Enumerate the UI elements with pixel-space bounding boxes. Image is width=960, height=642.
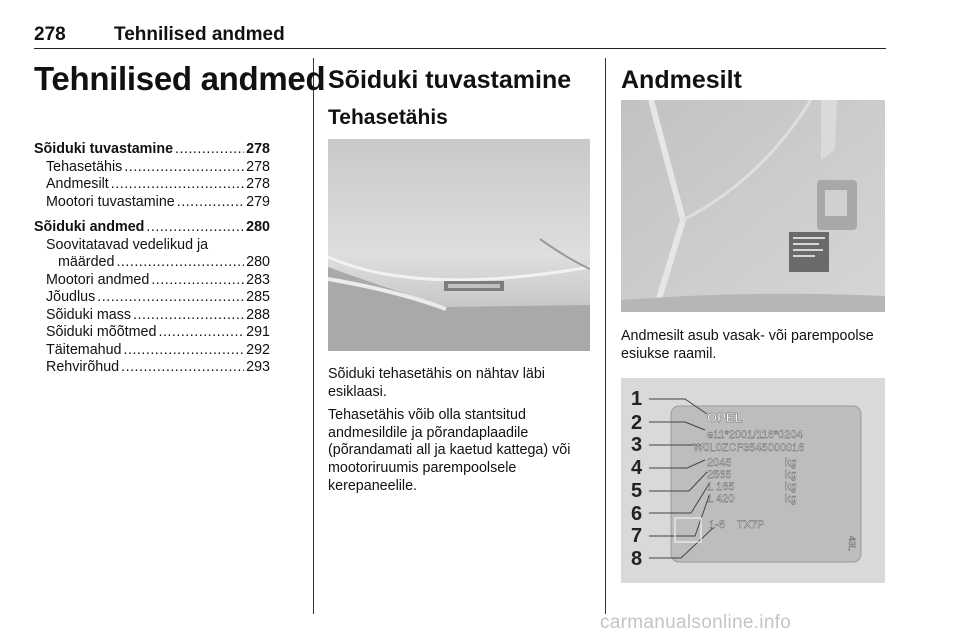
windshield-vin-photo — [328, 139, 590, 351]
toc-label: Tehasetähis — [46, 158, 123, 175]
toc-entry-vehicle-dimensions[interactable] — [34, 324, 270, 342]
toc-label: Sõiduki tuvastamine — [34, 141, 174, 157]
toc-entry-tyre-pressures[interactable] — [34, 359, 270, 377]
toc-entry-vehicle-data[interactable] — [34, 219, 270, 237]
callout-4: 4 — [631, 457, 643, 479]
column-divider-1 — [313, 58, 314, 614]
toc-entry-engine-identification[interactable] — [34, 194, 270, 212]
toc-entry-fluids[interactable] — [34, 254, 270, 272]
column-divider-2 — [605, 58, 606, 614]
plate-unit-3: kg — [785, 481, 797, 493]
toc-label: Andmesilt — [46, 176, 109, 192]
toc-page: 280 — [246, 219, 270, 235]
plate-weight-3: 1 165 — [707, 481, 735, 493]
toc-page: 278 — [246, 141, 270, 157]
toc-page: 278 — [246, 176, 270, 192]
toc-page: 280 — [246, 254, 270, 270]
toc-entry-data-plate[interactable] — [34, 176, 270, 194]
callout-7: 7 — [631, 525, 643, 547]
callout-3: 3 — [631, 434, 643, 456]
header-rule — [34, 48, 886, 49]
callout-1: 1 — [631, 388, 643, 410]
plate-weight-1: 2045 — [707, 457, 732, 469]
section-heading-vehicle-identification: Sõiduki tuvastamine — [328, 66, 572, 94]
watermark: carmanualsonline.info — [600, 612, 792, 633]
toc-label: määrded — [58, 254, 115, 270]
vin-caption: Sõiduki tehasetähis on nähtav läbi esiklaasi. — [328, 366, 545, 400]
plate-bottom-left: 1-6 — [709, 519, 725, 531]
callout-8: 8 — [631, 548, 643, 570]
toc-label: Sõiduki mass — [46, 306, 132, 323]
section-heading-data-plate: Andmesilt — [621, 66, 742, 94]
subheading-factory-mark: Tehasetähis — [328, 106, 448, 129]
plate-weight-4: 1 420 — [707, 493, 735, 505]
data-plate-caption: Andmesilt asub vasak- või parempoolse esiukse raamil. — [621, 328, 874, 362]
toc-page: 288 — [246, 306, 270, 323]
callout-5: 5 — [631, 480, 643, 502]
plate-vin: W0L0ZCF3545000016 — [693, 442, 805, 454]
plate-unit-1: kg — [785, 457, 797, 469]
page-header — [34, 10, 886, 44]
data-plate-diagram — [621, 378, 885, 583]
toc-entry-vehicle-identification[interactable] — [34, 141, 270, 159]
table-of-contents — [34, 141, 270, 377]
column2-body — [328, 366, 593, 501]
toc-label: Rehvirõhud — [46, 359, 120, 375]
callout-6: 6 — [631, 503, 643, 525]
running-title: Tehnilised andmed — [114, 24, 285, 45]
toc-entry-factory-mark[interactable] — [34, 159, 270, 177]
toc-page: 278 — [246, 158, 270, 175]
toc-label: Mootori tuvastamine — [46, 193, 175, 210]
toc-entry-engine-data[interactable] — [34, 272, 270, 290]
page-number: 278 — [34, 24, 66, 45]
plate-bottom-mid: TX7P — [737, 519, 765, 531]
door-frame-photo — [621, 100, 885, 312]
toc-page: 291 — [246, 324, 270, 340]
toc-page: 279 — [246, 193, 270, 210]
toc-label: Mootori andmed — [46, 271, 150, 288]
plate-unit-4: kg — [785, 493, 797, 505]
chapter-title: Tehnilised andmed — [34, 60, 326, 97]
column3-body — [621, 328, 886, 369]
toc-page: 293 — [246, 359, 270, 375]
toc-label: Täitemahud — [46, 341, 122, 358]
plate-brand: OPEL — [707, 410, 743, 425]
callout-2: 2 — [631, 412, 643, 434]
plate-type-approval: e11*2001/116*0204 — [707, 429, 803, 441]
vin-paragraph: Tehasetähis võib olla stantsitud andmesildile ja põrandaplaadile (põrandamati all ja kaetud kattega) või mootoriruumis parempoolsele kerepaneelile. — [328, 407, 571, 494]
toc-entry-vehicle-weight[interactable] — [34, 307, 270, 325]
toc-label: Jõudlus — [46, 289, 96, 305]
toc-entry-performance[interactable] — [34, 289, 270, 307]
toc-entry-capacities[interactable] — [34, 342, 270, 360]
toc-entry-fluids-line1[interactable]: Soovitatavad vedelikud ja — [46, 236, 209, 253]
toc-page: 292 — [246, 341, 270, 358]
toc-page: 285 — [246, 289, 270, 305]
plate-weight-2: 2565 — [707, 469, 732, 481]
plate-unit-2: kg — [785, 469, 797, 481]
toc-page: 283 — [246, 271, 270, 288]
toc-label: Sõiduki andmed — [34, 219, 145, 235]
toc-label: Sõiduki mõõtmed — [46, 324, 157, 340]
plate-bottom-right: 43L — [847, 536, 857, 552]
